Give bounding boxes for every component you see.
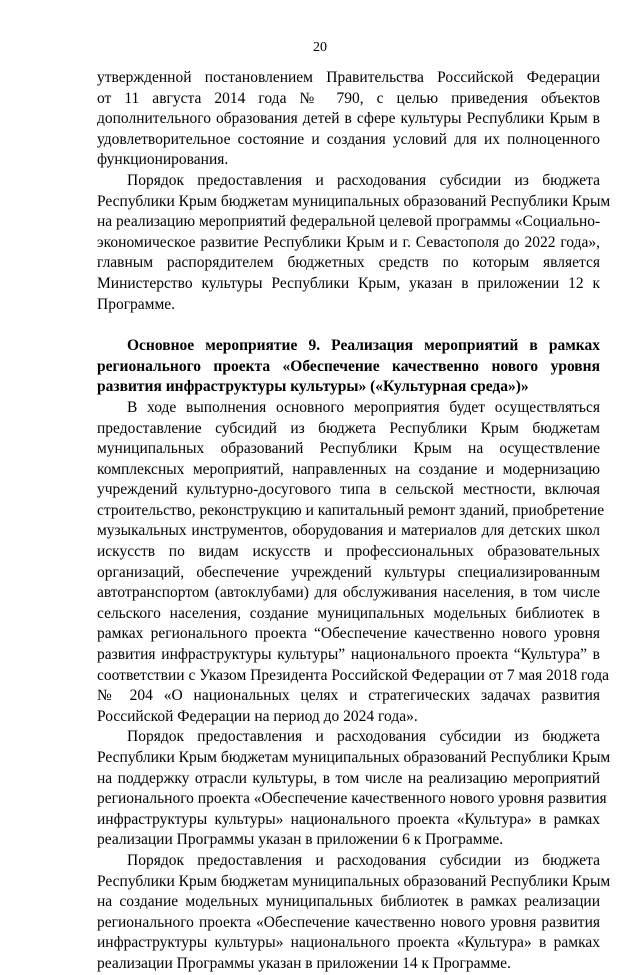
text-line: утвержденной постановлением Правительства Российской Федерации [97,69,600,86]
paragraph [97,398,610,728]
text-line: Республики Крым бюджетам муниципальных образований Республики Крым [97,192,611,210]
text-line: функционирования. [97,151,229,169]
text-line: предоставление субсидий из бюджета Республики Крым бюджетам [97,419,600,437]
text-line: Порядок предоставления и расходования субсидии из бюджета [127,851,600,869]
text-line: реализации Программы указан в приложении 6 к Программе. [97,831,504,849]
page-number: 20 [313,40,327,55]
text-line: Основное мероприятие 9. Реализация мероприятий в рамках [127,337,600,355]
text-line: автотранспортом (автоклубами) для обслуживания населения, в том числе [97,584,600,602]
text-line: развития инфраструктуры культуры» («Культурная среда»)» [97,378,529,396]
text-line: комплексных мероприятий, направленных на создание и модернизацию [97,460,600,478]
text-line: соответствии с Указом Президента Российской Федерации от 7 мая 2018 года [97,666,610,684]
text-line: искусств по видам искусств и профессиональных образовательных [97,543,600,561]
paragraph [97,727,611,851]
text-line: сельского населения, создание муниципальных модельных библиотек в [97,604,600,622]
text-line: развития инфраструктуры культуры” национального проекта “Культура” в [97,646,600,664]
text-line: В ходе выполнения основного мероприятия будет осуществляться [127,398,600,416]
document-body [97,68,611,975]
text-line: экономическое развитие Республики Крым и г. Севастополя до 2022 года», [97,233,600,251]
paragraph [97,851,611,975]
text-line: организаций, обеспечение учреждений культуры специализированным [97,563,600,581]
text-line: инфраструктуры культуры» национального проекта «Культура» в рамках [97,810,600,828]
text-line: Порядок предоставления и расходования субсидии из бюджета [127,171,600,189]
text-line: музыкальных инструментов, оборудования и материалов для детских школ [97,522,600,540]
text-line: муниципальных образований Республики Крым на осуществление [97,440,600,458]
text-line: реализации Программы указан в приложении 14 к Программе. [97,954,511,972]
text-line: на поддержку отрасли культуры, в том числе на реализацию мероприятий [97,769,600,787]
text-line: Российской Федерации на период до 2024 года». [97,707,418,725]
text-line: регионального проекта «Обеспечение качественного нового уровня развития [97,790,607,808]
text-line: Республики Крым бюджетам муниципальных образований Республики Крым [97,749,611,766]
text-line: Порядок предоставления и расходования субсидии из бюджета [127,728,600,746]
text-line: регионального проекта «Обеспечение качественно нового уровня развития [97,913,600,931]
text-line: рамках регионального проекта “Обеспечение качественно нового уровня [97,625,600,643]
paragraph [97,68,600,171]
text-line: № 204 «О национальных целях и стратегических задачах развития [97,687,600,705]
text-line: инфраструктуры культуры» национального проекта «Культура» в рамках [97,934,600,952]
text-line: главным распорядителем бюджетных средств по которым является [97,254,600,272]
text-line: от 11 августа 2014 года № 790, с целью приведения объектов [97,89,600,107]
text-line: на создание модельных муниципальных библиотек в рамках реализации [97,893,600,911]
text-line: Республики Крым бюджетам муниципальных образований Республики Крым [97,872,611,890]
text-line: регионального проекта «Обеспечение качественно нового уровня [97,357,600,375]
paragraph [97,171,611,315]
text-line: строительство, реконструкцию и капитальный ремонт зданий, приобретение [97,501,605,519]
text-line: учреждений культурно-досугового типа в сельской местности, включая [97,481,600,499]
text-line: удовлетворительное состояние и создания условий для их полноценного [97,130,600,148]
text-line: дополнительного образования детей в сфере культуры Республики Крым в [97,110,600,128]
paragraph-spacer [97,315,600,336]
text-line: Министерство культуры Республики Крым, указан в приложении 12 к [97,274,600,292]
section-heading [97,336,600,398]
text-line: Программе. [97,295,176,313]
text-line: на реализацию мероприятий федеральной целевой программы «Социально- [97,213,601,231]
